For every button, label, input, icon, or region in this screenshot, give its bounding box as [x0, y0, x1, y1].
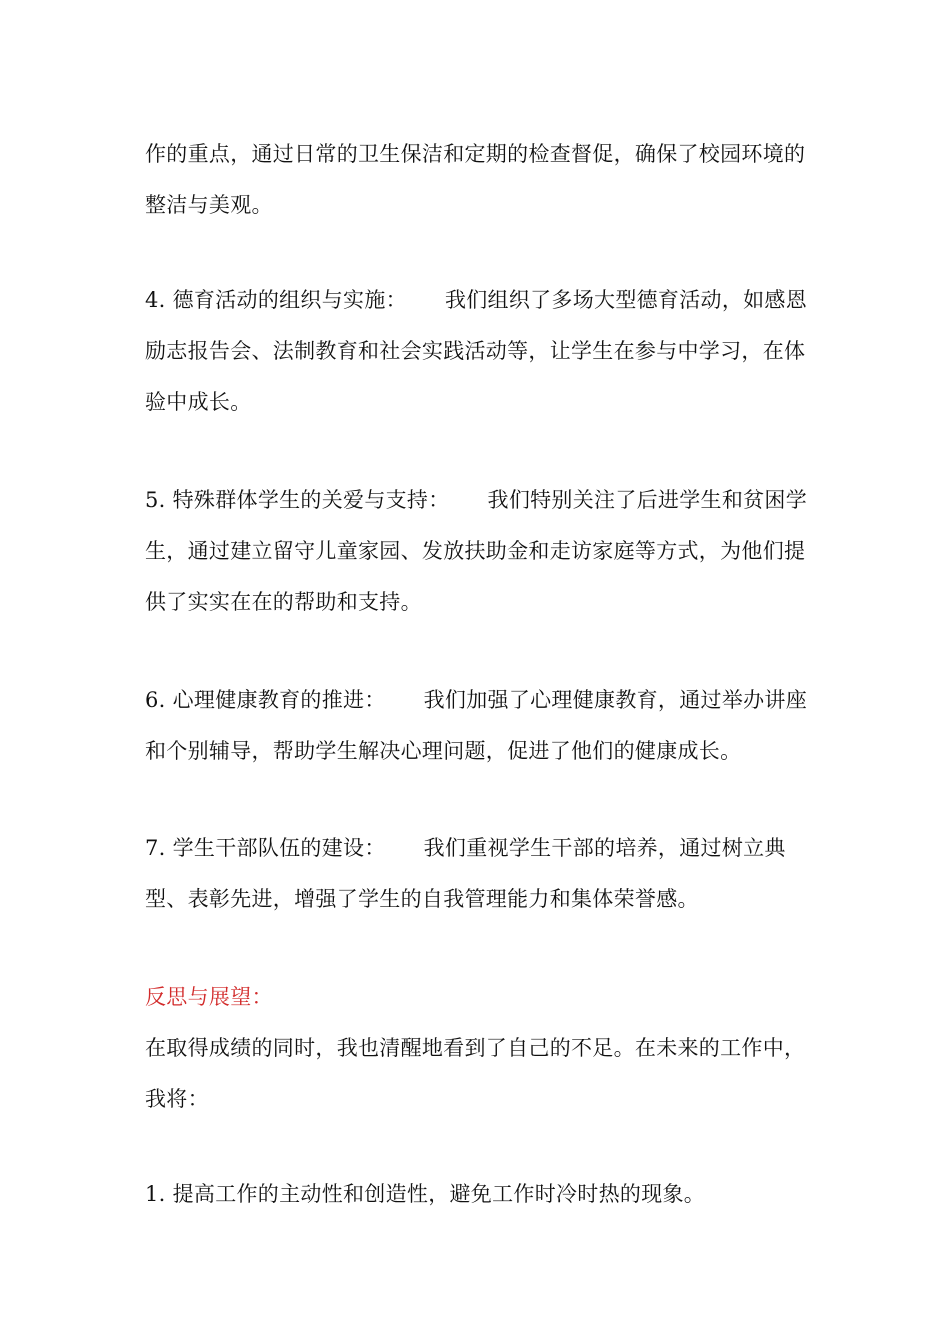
section-heading: [145, 972, 815, 1023]
item-number: 5.: [145, 488, 166, 512]
item-heading: 心理健康教育的推进：: [172, 688, 386, 712]
reflection-item-1: [145, 1169, 815, 1220]
reflection-intro: 在取得成绩的同时，我也清醒地看到了自己的不足。在未来的工作中，我将：: [145, 1036, 806, 1111]
reflection-first-item: 1. 提高工作的主动性和创造性，避免工作时冷时热的现象。: [145, 1182, 706, 1206]
item-heading: 学生干部队伍的建设：: [172, 836, 386, 860]
item-heading: 德育活动的组织与实施：: [172, 288, 407, 312]
item-heading: 特殊群体学生的关爱与支持：: [172, 488, 450, 512]
list-item-7: [145, 823, 815, 925]
continuation-paragraph: [145, 129, 815, 231]
item-number: 6.: [145, 688, 166, 712]
item-number: 4.: [145, 288, 166, 312]
item-body: 我们重视学生干部的培养，通过树立典型、表彰先进，增强了学生的自我管理能力和集体荣誉感。: [145, 836, 786, 911]
list-item-6: [145, 675, 815, 777]
item-body: 我们组织了多场大型德育活动，如感恩励志报告会、法制教育和社会实践活动等，让学生在参与中学习，在体验中成长。: [145, 288, 808, 414]
item-body: 我们加强了心理健康教育，通过举办讲座和个别辅导，帮助学生解决心理问题，促进了他们的健康成长。: [145, 688, 808, 763]
item-number: 7.: [145, 836, 166, 860]
list-item-5: [145, 475, 815, 628]
list-item-4: [145, 275, 815, 428]
item-body: 我们特别关注了后进学生和贫困学生，通过建立留守儿童家园、发放扶助金和走访家庭等方式，为他们提供了实实在在的帮助和支持。: [145, 488, 808, 614]
continuation-text: 作的重点，通过日常的卫生保洁和定期的检查督促，确保了校园环境的整洁与美观。: [145, 142, 806, 217]
reflection-intro-paragraph: [145, 1023, 815, 1125]
reflection-heading: 反思与展望：: [145, 985, 273, 1009]
